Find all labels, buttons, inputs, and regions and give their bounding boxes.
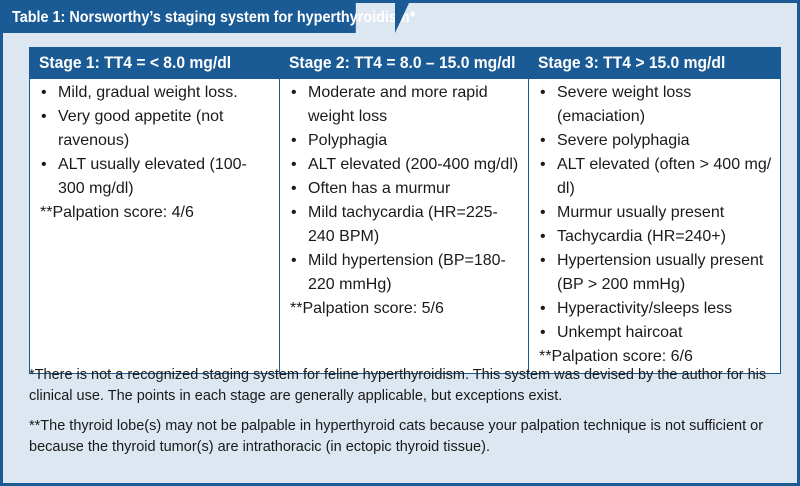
- list-item: • Hyperactivity/sleeps less: [537, 297, 774, 321]
- list-item: • Very good appetite (not ravenous): [38, 105, 273, 153]
- list-item: • Moderate and more rapid weight loss: [288, 81, 522, 129]
- list-item: • Mild tachycardia (HR=225-240 BPM): [288, 201, 522, 249]
- palpation-score: **Palpation score: 4/6: [40, 204, 194, 221]
- list-item: • Polyphagia: [288, 129, 522, 153]
- stage-3-header: Stage 3: TT4 > 15.0 mg/dl: [529, 48, 781, 79]
- footnotes: [29, 365, 784, 467]
- stage-2-cell: [280, 79, 529, 374]
- list-item: • Severe weight loss (emaciation): [537, 81, 774, 129]
- list-item: • Unkempt haircoat: [537, 321, 774, 345]
- palpation-score: **Palpation score: 6/6: [539, 348, 693, 365]
- stage-2-list: [288, 81, 522, 297]
- list-item: • Murmur usually present: [537, 201, 774, 225]
- table-title: Table 1: Norsworthy’s staging system for hyperthyroidism*: [3, 3, 356, 33]
- stage-3-cell: [529, 79, 781, 374]
- title-notch: [395, 3, 409, 33]
- list-item: • Severe polyphagia: [537, 129, 774, 153]
- list-item: • Often has a murmur: [288, 177, 522, 201]
- stage-1-list: [38, 81, 273, 201]
- stage-2-header: Stage 2: TT4 = 8.0 – 15.0 mg/dl: [280, 48, 529, 79]
- stage-1-cell: [30, 79, 280, 374]
- list-item: • ALT elevated (often > 400 mg/ dl): [537, 153, 774, 201]
- footnote-palpation: **The thyroid lobe(s) may not be palpable in hyperthyroid cats because your palpation technique is not sufficient or because the thyroid tumor(s) are intrathoracic (in ectopic thyroid tissue).: [29, 418, 764, 455]
- list-item: • Hypertension usually present (BP > 200 mmHg): [537, 249, 774, 297]
- list-item: • Mild, gradual weight loss.: [38, 81, 273, 105]
- stage-1-header: Stage 1: TT4 = < 8.0 mg/dl: [30, 48, 280, 79]
- footnote-staging: *There is not a recognized staging system for feline hyperthyroidism. This system was devised by the author for his clinical use. The points in each stage are generally applicable, but exceptions exist.: [29, 367, 767, 404]
- stage-3-list: [537, 81, 774, 345]
- staging-table: [29, 47, 781, 374]
- list-item: • Mild hypertension (BP=180-220 mmHg): [288, 249, 522, 297]
- list-item: • ALT usually elevated (100-300 mg/dl): [38, 153, 273, 201]
- palpation-score: **Palpation score: 5/6: [290, 300, 444, 317]
- list-item: • Tachycardia (HR=240+): [537, 225, 774, 249]
- list-item: • ALT elevated (200-400 mg/dl): [288, 153, 522, 177]
